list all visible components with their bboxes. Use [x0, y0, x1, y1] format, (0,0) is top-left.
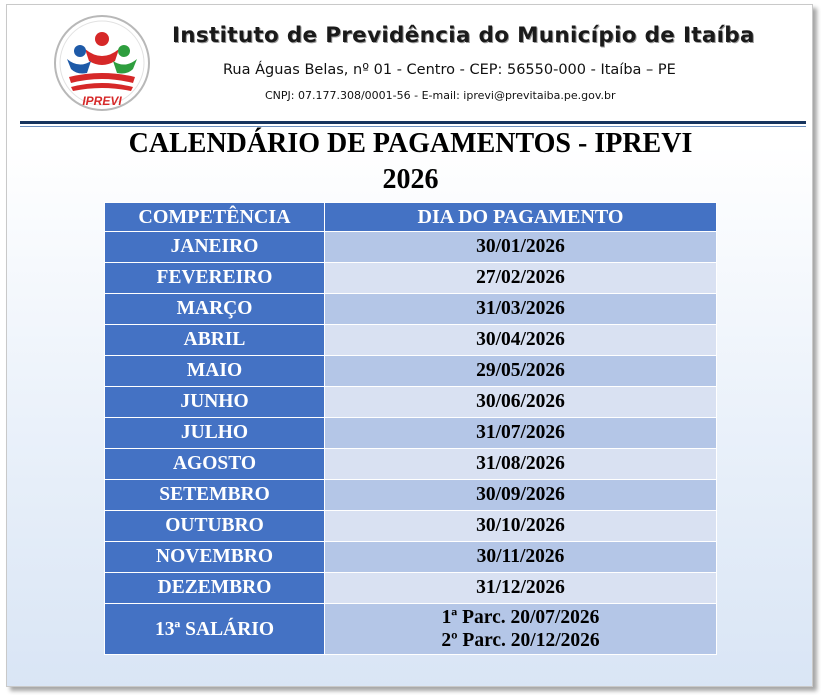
table-row [105, 573, 717, 604]
institution-contact: CNPJ: 07.177.308/0001-56 - E-mail: iprevi@previtaiba.pe.gov.br [265, 89, 616, 102]
table-row-13-salario [105, 604, 717, 655]
parcela-2: 2º Parc. 20/12/2026 [441, 630, 600, 651]
table-row [105, 511, 717, 542]
cell-dia-pagamento: 31/03/2026 [325, 294, 717, 325]
table-row [105, 480, 717, 511]
cell-dia-pagamento [325, 604, 717, 655]
cell-dia-pagamento: 31/08/2026 [325, 449, 717, 480]
svg-text:IPREVI: IPREVI [82, 94, 122, 108]
table-row [105, 294, 717, 325]
cell-competencia: MARÇO [105, 294, 325, 325]
table-row [105, 387, 717, 418]
cell-competencia: AGOSTO [105, 449, 325, 480]
table-row [105, 232, 717, 263]
cell-dia-pagamento: 31/12/2026 [325, 573, 717, 604]
cell-competencia: NOVEMBRO [105, 542, 325, 573]
header-divider [20, 121, 806, 124]
cell-dia-pagamento: 30/10/2026 [325, 511, 717, 542]
table-row [105, 356, 717, 387]
cell-dia-pagamento: 27/02/2026 [325, 263, 717, 294]
cell-dia-pagamento: 31/07/2026 [325, 418, 717, 449]
parcela-1: 1ª Parc. 20/07/2026 [441, 607, 600, 628]
cell-dia-pagamento: 29/05/2026 [325, 356, 717, 387]
cell-competencia: OUTUBRO [105, 511, 325, 542]
table-row [105, 263, 717, 294]
cell-dia-pagamento: 30/11/2026 [325, 542, 717, 573]
cell-competencia: SETEMBRO [105, 480, 325, 511]
payment-calendar-table [104, 202, 717, 655]
cell-competencia: MAIO [105, 356, 325, 387]
cell-competencia: FEVEREIRO [105, 263, 325, 294]
cell-competencia: 13ª SALÁRIO [105, 604, 325, 655]
cell-competencia: ABRIL [105, 325, 325, 356]
cell-competencia: JUNHO [105, 387, 325, 418]
cell-dia-pagamento: 30/04/2026 [325, 325, 717, 356]
institution-name: Instituto de Previdência do Município de Itaíba [172, 23, 755, 48]
cell-competencia: DEZEMBRO [105, 573, 325, 604]
cell-dia-pagamento: 30/06/2026 [325, 387, 717, 418]
cell-competencia: JULHO [105, 418, 325, 449]
cell-dia-pagamento: 30/09/2026 [325, 480, 717, 511]
institution-address: Rua Águas Belas, nº 01 - Centro - CEP: 56550-000 - Itaíba – PE [223, 62, 676, 78]
column-header-dia-pagamento: DIA DO PAGAMENTO [325, 203, 717, 232]
table-header-row [105, 203, 717, 232]
page-year: 2026 [382, 164, 439, 195]
table-row [105, 542, 717, 573]
table-row [105, 449, 717, 480]
iprevi-logo [47, 13, 157, 113]
table-row [105, 325, 717, 356]
cell-dia-pagamento: 30/01/2026 [325, 232, 717, 263]
table-row [105, 418, 717, 449]
cell-competencia: JANEIRO [105, 232, 325, 263]
page-title: CALENDÁRIO DE PAGAMENTOS - IPREVI [128, 128, 693, 159]
column-header-competencia: COMPETÊNCIA [105, 203, 325, 232]
